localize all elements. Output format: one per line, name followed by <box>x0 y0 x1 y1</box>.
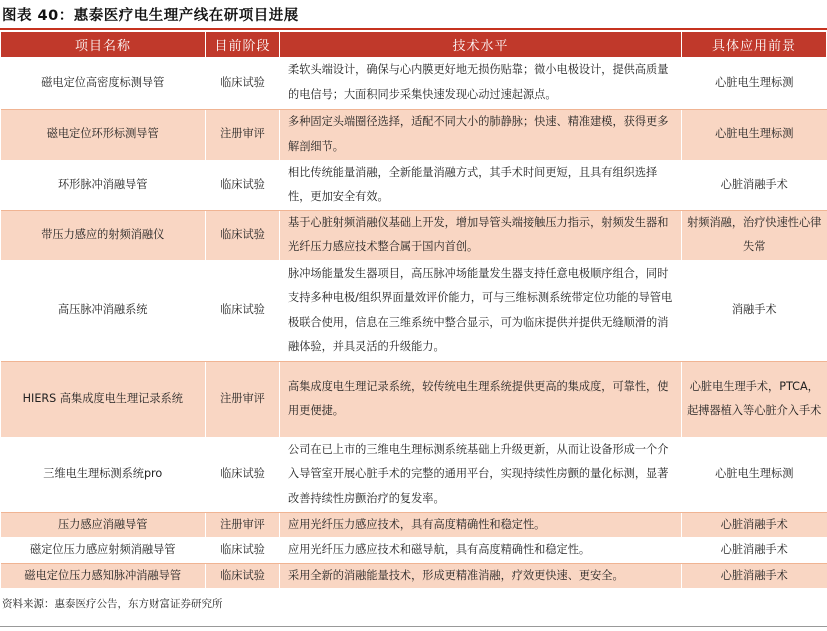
project-table <box>0 32 827 589</box>
cell-stage: 临床试验 <box>206 210 280 260</box>
cell-application: 心脏消融手术 <box>682 160 827 210</box>
cell-tech: 采用全新的消融能量技术，形成更精准消融，疗效更快速、更安全。 <box>280 563 682 589</box>
table-row <box>1 361 827 437</box>
cell-stage: 临床试验 <box>206 538 280 564</box>
cell-tech: 公司在已上市的三维电生理标测系统基础上升级更新，从而让设备形成一个介入导管室开展心脏手术的完整的通用平台，实现持续性房颤的量化标测，显著改善持续性房颤治疗的复发率。 <box>280 437 682 512</box>
table-row <box>1 57 827 109</box>
table-header-row <box>1 32 827 57</box>
cell-project-name: 高压脉冲消融系统 <box>1 260 206 361</box>
cell-stage: 临床试验 <box>206 160 280 210</box>
table-row <box>1 538 827 564</box>
cell-application: 心脏消融手术 <box>682 563 827 589</box>
cell-application: 心脏消融手术 <box>682 512 827 538</box>
cell-tech: 脉冲场能量发生器项目，高压脉冲场能量发生器支持任意电极顺序组合，同时支持多种电极/组织界面量效评价能力，可与三维标测系统带定位功能的导管电极联合使用，信息在三维系统中整合显示，可为临床提供并提供无缝顺滑的消融体验，并具灵活的升级能力。 <box>280 260 682 361</box>
cell-tech: 应用光纤压力感应技术和磁导航，具有高度精确性和稳定性。 <box>280 538 682 564</box>
cell-stage: 临床试验 <box>206 260 280 361</box>
header-project-name: 项目名称 <box>1 32 206 57</box>
cell-application: 心脏电生理标测 <box>682 437 827 512</box>
cell-project-name: 磁定位压力感应射频消融导管 <box>1 538 206 564</box>
cell-stage: 注册审评 <box>206 512 280 538</box>
cell-tech: 相比传统能量消融，全新能量消融方式，其手术时间更短，且具有组织选择性，更加安全有效。 <box>280 160 682 210</box>
table-row <box>1 437 827 512</box>
cell-stage: 临床试验 <box>206 57 280 109</box>
table-row <box>1 260 827 361</box>
cell-stage: 临床试验 <box>206 563 280 589</box>
cell-application: 心脏电生理手术，PTCA，起搏器植入等心脏介入手术 <box>682 361 827 437</box>
cell-stage: 注册审评 <box>206 361 280 437</box>
table-row <box>1 160 827 210</box>
figure-title: 图表 40：惠泰医疗电生理产线在研项目进展 <box>2 8 299 24</box>
cell-application: 消融手术 <box>682 260 827 361</box>
header-stage: 目前阶段 <box>206 32 280 57</box>
cell-tech: 应用光纤压力感应技术，具有高度精确性和稳定性。 <box>280 512 682 538</box>
cell-stage: 注册审评 <box>206 109 280 160</box>
cell-project-name: HIERS 高集成度电生理记录系统 <box>1 361 206 437</box>
bottom-divider <box>0 626 827 627</box>
table-row <box>1 512 827 538</box>
cell-tech: 柔软头端设计，确保与心内膜更好地无损伤贴靠；微小电极设计，提供高质量的电信号；大面积同步采集快速发现心动过速起源点。 <box>280 57 682 109</box>
cell-project-name: 磁电定位高密度标测导管 <box>1 57 206 109</box>
cell-project-name: 磁电定位环形标测导管 <box>1 109 206 160</box>
cell-application: 心脏电生理标测 <box>682 109 827 160</box>
header-application: 具体应用前景 <box>682 32 827 57</box>
cell-application: 射频消融，治疗快速性心律失常 <box>682 210 827 260</box>
cell-tech: 高集成度电生理记录系统，较传统电生理系统提供更高的集成度，可靠性，使用更便捷。 <box>280 361 682 437</box>
cell-project-name: 压力感应消融导管 <box>1 512 206 538</box>
table-row <box>1 210 827 260</box>
source-note: 资料来源：惠泰医疗公告，东方财富证券研究所 <box>2 598 223 610</box>
cell-project-name: 三维电生理标测系统pro <box>1 437 206 512</box>
cell-application: 心脏消融手术 <box>682 538 827 564</box>
cell-stage: 临床试验 <box>206 437 280 512</box>
header-tech: 技术水平 <box>280 32 682 57</box>
cell-tech: 基于心脏射频消融仪基础上开发，增加导管头端接触压力指示，射频发生器和光纤压力感应技术整合属于国内首创。 <box>280 210 682 260</box>
table-row <box>1 563 827 589</box>
title-divider <box>0 28 827 30</box>
cell-project-name: 带压力感应的射频消融仪 <box>1 210 206 260</box>
cell-tech: 多种固定头端圈径选择，适配不同大小的肺静脉；快速、精准建模，获得更多解剖细节。 <box>280 109 682 160</box>
cell-project-name: 环形脉冲消融导管 <box>1 160 206 210</box>
cell-project-name: 磁电定位压力感知脉冲消融导管 <box>1 563 206 589</box>
table-row <box>1 109 827 160</box>
cell-application: 心脏电生理标测 <box>682 57 827 109</box>
